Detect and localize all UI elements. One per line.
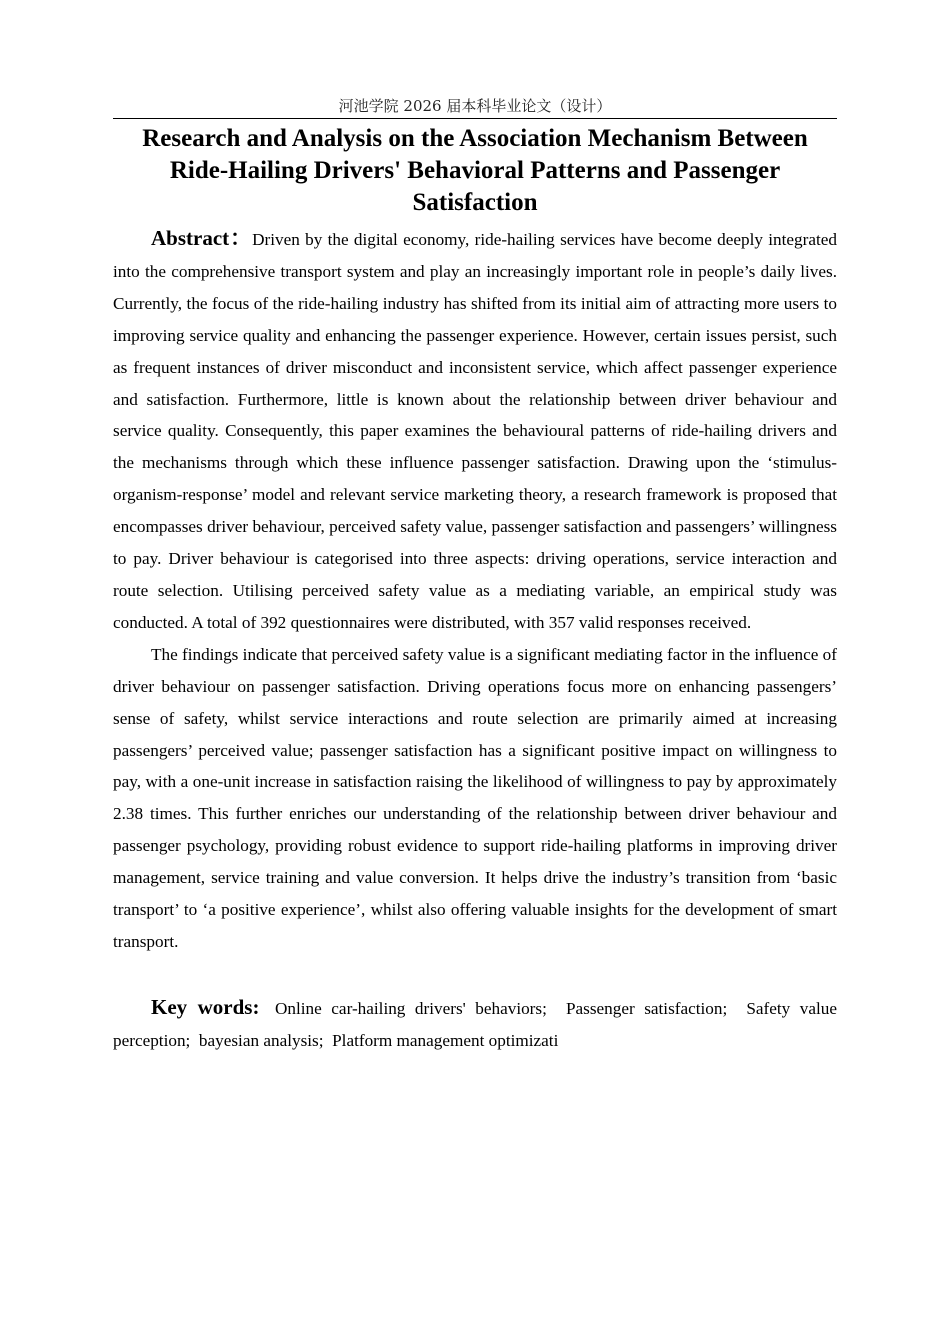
abstract-paragraph-2: The findings indicate that perceived safety value is a significant mediating factor in the influence of driver behaviour on passenger satisfaction. Driving operations focus more on enhancing passengers’ sense of safety, whilst service interactions and route selection are primarily aimed at increasing passengers’ perceived value; passenger satisfaction has a significant positive impact on willingness to pay, with a one-unit increase in satisfaction raising the likelihood of willingness to pay by approximately 2.38 times. This further enriches our understanding of the relationship between driver behaviour and passenger psychology, providing robust evidence to support ride-hailing platforms in improving driver management, service training and value conversion. It helps drive the industry’s transition from ‘basic transport’ to ‘a positive experience’, whilst also offering valuable insights for the development of smart transport.: [113, 644, 837, 951]
document-page: [113, 0, 837, 1074]
keyword-2: ; Passenger satisfaction: [542, 999, 722, 1018]
keyword-4: ; bayesian analysis: [186, 1031, 319, 1050]
running-header: 河池学院 2026 届本科毕业论文（设计）: [113, 96, 837, 119]
keywords-section: [113, 992, 837, 1057]
abstract-text-1: Driven by the digital economy, ride-hailing services have become deeply integrated into the comprehensive transport system and play an increasingly important role in people’s daily lives. Currently, the focus of the ride-hailing industry has shifted from its initial aim of attracting more users to improving service quality and enhancing the passenger experience. However, certain issues persist, such as frequent instances of driver misconduct and inconsistent service, which affect passenger experience and satisfaction. Furthermore, little is known about the relationship between driver behaviour and service quality. Consequently, this paper examines the behavioural patterns of ride-hailing drivers and the mechanisms through which these influence passenger satisfaction. Drawing upon the ‘stimulus-organism-response’ model and relevant service marketing theory, a research framework is proposed that encompasses driver behaviour, perceived safety value, passenger satisfaction and passengers’ willingness to pay. Driver behaviour is categorised into three aspects: driving operations, service interaction and route selection. Utilising perceived safety value as a mediating variable, an empirical study was conducted. A total of 392 questionnaires were distributed, with 357 valid responses received.: [113, 230, 837, 632]
abstract-paragraph-1: [113, 223, 837, 639]
keyword-3: ; Safety value perception: [113, 999, 837, 1050]
paper-title: [113, 123, 837, 219]
abstract-label: Abstract：: [151, 226, 253, 250]
keyword-5: ; Platform management optimizati: [319, 1031, 559, 1050]
keyword-1: Online car-hailing drivers' behaviors: [275, 998, 543, 1018]
title-line-3: Satisfaction: [412, 189, 538, 216]
keywords-label: Key words:: [151, 994, 260, 1019]
title-line-2: Ride-Hailing Drivers' Behavioral Patterns and Passenger: [169, 157, 781, 184]
title-line-1: Research and Analysis on the Association Mechanism Between: [142, 125, 808, 152]
